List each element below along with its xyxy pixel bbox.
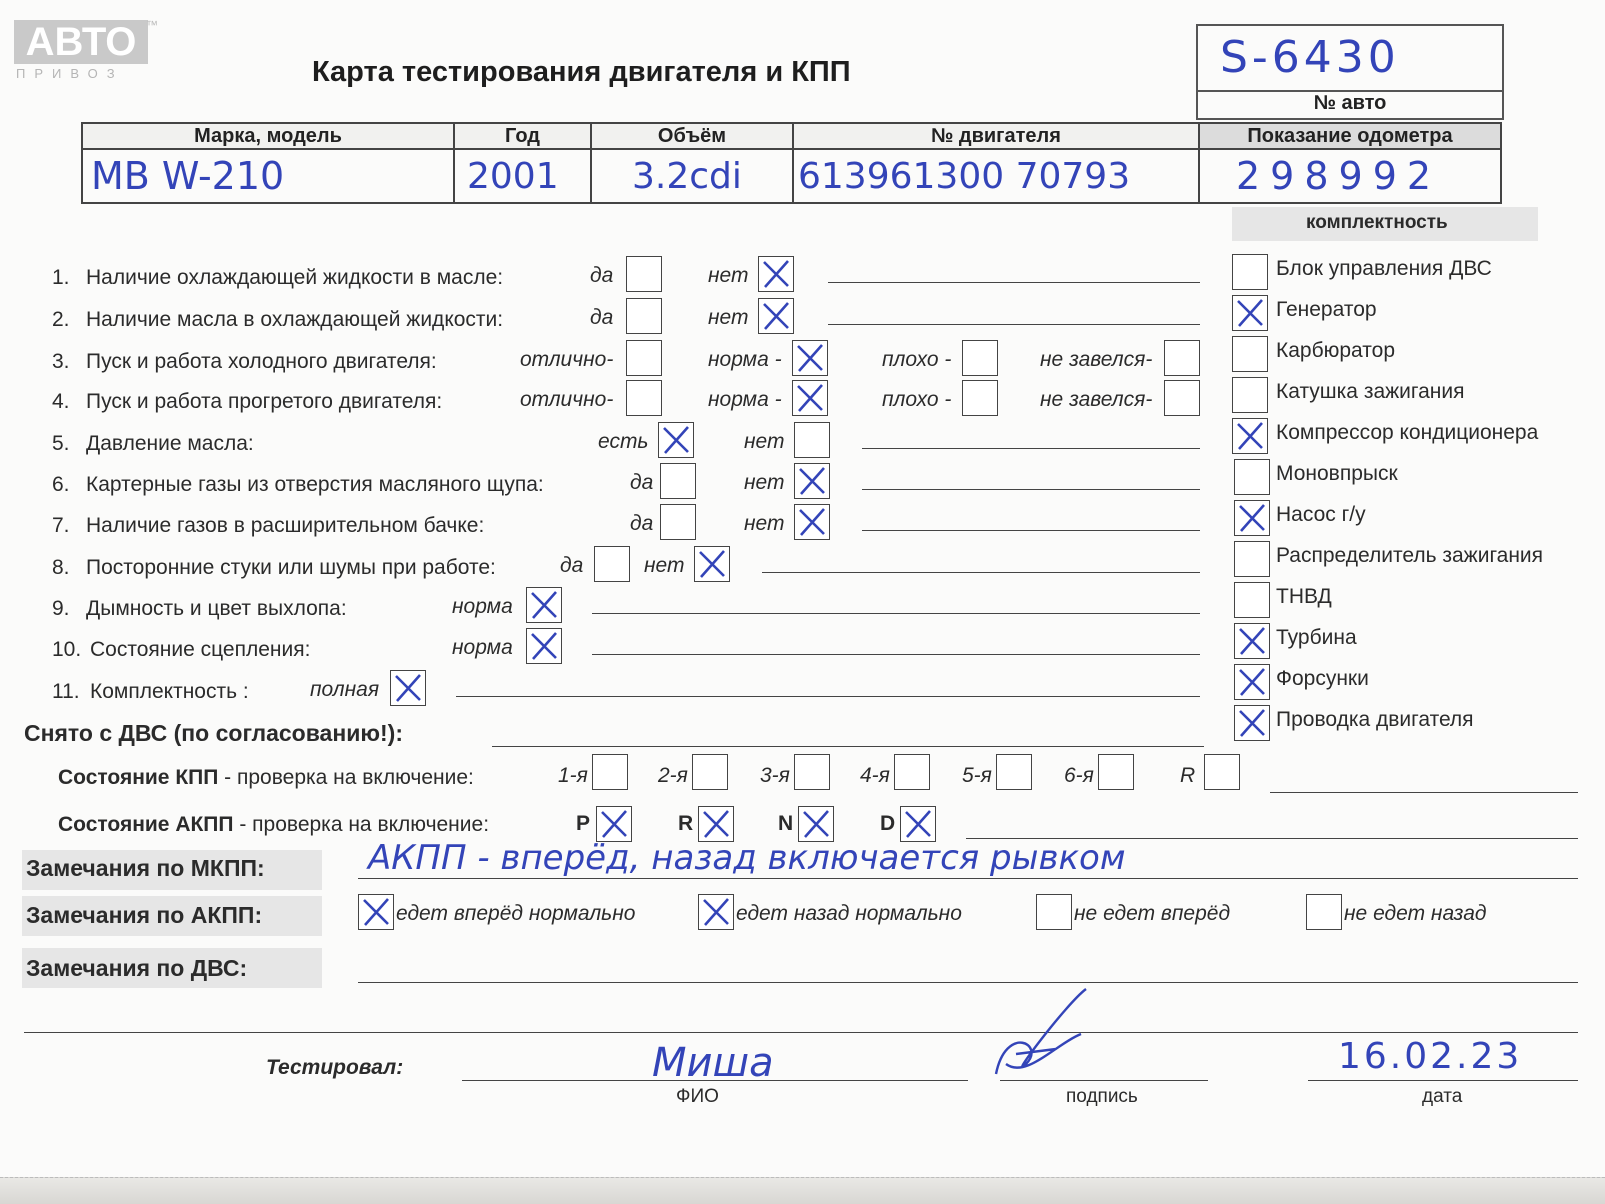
item-number-6: 6. <box>52 473 70 496</box>
kit-checkbox-2[interactable] <box>1232 295 1268 331</box>
akpp-gear-label-2: R <box>678 812 694 835</box>
checkmark-icon <box>1234 297 1266 329</box>
item-text-10: Состояние сцепления: <box>90 638 311 661</box>
item-4-checkbox-1[interactable] <box>626 380 662 416</box>
item-10-notes-line[interactable] <box>592 654 1200 655</box>
item-6-option-label-2: нет <box>744 471 785 494</box>
checkmark-icon <box>1236 502 1268 534</box>
dvs-notes-line-2[interactable] <box>24 1032 1578 1033</box>
kit-checkbox-8[interactable] <box>1234 541 1270 577</box>
year-field[interactable] <box>454 149 591 203</box>
kpp-gear-label-2: 2-я <box>658 764 688 787</box>
header-table <box>81 122 1502 204</box>
item-6-notes-line[interactable] <box>862 489 1200 490</box>
removed-label: Снято с ДВС (по согласованию!): <box>24 720 403 746</box>
caption-date: дата <box>1422 1086 1463 1107</box>
kit-checkbox-7[interactable] <box>1234 500 1270 536</box>
kpp-gear-checkbox-5[interactable] <box>996 754 1032 790</box>
item-3-option-label-3: плохо - <box>882 348 952 371</box>
kit-item-label-12: Проводка двигателя <box>1276 708 1474 731</box>
item-4-checkbox-3[interactable] <box>962 380 998 416</box>
item-number-1: 1. <box>52 266 70 289</box>
item-6-checkbox-1[interactable] <box>660 463 696 499</box>
header-col-year: Год <box>454 123 591 149</box>
item-8-option-label-1: да <box>560 554 584 577</box>
kit-checkbox-12[interactable] <box>1234 705 1270 741</box>
engine-number-field[interactable] <box>793 149 1199 203</box>
item-1-option-label-2: нет <box>708 264 749 287</box>
signature-mark <box>986 984 1096 1084</box>
page-title: Карта тестирования двигателя и КПП <box>312 56 851 88</box>
item-number-5: 5. <box>52 432 70 455</box>
kit-item-label-5: Компрессор кондиционера <box>1276 421 1539 444</box>
paper-bottom-edge <box>0 1177 1605 1204</box>
kpp-gear-label-1: 1-я <box>558 764 588 787</box>
item-number-4: 4. <box>52 390 70 413</box>
item-number-3: 3. <box>52 350 70 373</box>
item-9-option-label-1: норма <box>452 595 513 618</box>
item-1-checkbox-1[interactable] <box>626 256 662 292</box>
checkmark-icon <box>796 506 828 538</box>
checkmark-icon <box>760 258 792 290</box>
kit-checkbox-5[interactable] <box>1232 418 1268 454</box>
akpp-gear-checkbox-1[interactable] <box>596 806 632 842</box>
item-4-option-label-3: плохо - <box>882 388 952 411</box>
kit-item-label-6: Моновпрыск <box>1276 462 1398 485</box>
item-7-notes-line[interactable] <box>862 530 1200 531</box>
test-date: 16.02.23 <box>1338 1036 1523 1077</box>
odometer-field[interactable] <box>1199 149 1501 203</box>
item-5-option-label-2: нет <box>744 430 785 453</box>
kit-item-label-9: ТНВД <box>1276 585 1332 608</box>
kit-checkbox-11[interactable] <box>1234 664 1270 700</box>
checkmark-icon <box>700 896 732 928</box>
item-number-10: 10. <box>52 638 82 661</box>
item-text-1: Наличие охлаждающей жидкости в масле: <box>86 266 504 289</box>
item-3-option-label-2: норма - <box>708 348 782 371</box>
item-7-option-label-2: нет <box>744 512 785 535</box>
akpp-notes-option-3: не едет вперёд <box>1074 902 1231 925</box>
logo-subtitle: ПРИВОЗ <box>16 66 124 81</box>
kit-item-label-11: Форсунки <box>1276 667 1369 690</box>
car-number-value: S-6430 <box>1220 32 1400 83</box>
akpp-notes-checkbox-3[interactable] <box>1036 894 1072 930</box>
akpp-label: Состояние АКПП - проверка на включение: <box>58 813 490 836</box>
checkmark-icon <box>360 896 392 928</box>
checkmark-icon <box>696 548 728 580</box>
item-text-8: Посторонние стуки или шумы при работе: <box>86 556 496 579</box>
checkmark-icon <box>796 465 828 497</box>
dvs-notes-line-1[interactable] <box>358 982 1578 983</box>
checkmark-icon <box>760 300 792 332</box>
item-8-option-label-2: нет <box>644 554 685 577</box>
volume-value: 3.2cdi <box>632 155 742 197</box>
akpp-gear-label-3: N <box>778 812 794 835</box>
item-6-checkbox-2[interactable] <box>794 463 830 499</box>
kit-checkbox-6[interactable] <box>1234 459 1270 495</box>
akpp-gear-label-4: D <box>880 812 896 835</box>
kpp-gear-checkbox-4[interactable] <box>894 754 930 790</box>
kit-item-label-7: Насос г/у <box>1276 503 1366 526</box>
checkmark-icon <box>700 808 732 840</box>
checkmark-icon <box>528 630 560 662</box>
item-1-checkbox-2[interactable] <box>758 256 794 292</box>
item-7-option-label-1: да <box>630 512 654 535</box>
caption-name: ФИО <box>676 1086 719 1107</box>
item-3-checkbox-2[interactable] <box>792 340 828 376</box>
item-3-checkbox-3[interactable] <box>962 340 998 376</box>
item-5-checkbox-1[interactable] <box>658 422 694 458</box>
item-1-option-label-1: да <box>590 264 614 287</box>
kit-item-label-8: Распределитель зажигания <box>1276 544 1544 567</box>
mkpp-notes-line[interactable] <box>358 878 1578 879</box>
checkmark-icon <box>800 808 832 840</box>
header-col-model: Марка, модель <box>82 123 454 149</box>
item-2-option-label-2: нет <box>708 306 749 329</box>
item-5-notes-line[interactable] <box>862 448 1200 449</box>
item-2-notes-line[interactable] <box>828 324 1200 325</box>
akpp-gear-checkbox-2[interactable] <box>698 806 734 842</box>
checkmark-icon <box>1236 625 1268 657</box>
item-9-checkbox-1[interactable] <box>526 587 562 623</box>
kit-title: комплектность <box>1306 212 1448 233</box>
kpp-gear-label-7: R <box>1180 764 1196 787</box>
year-value: 2001 <box>467 155 559 197</box>
item-number-2: 2. <box>52 308 70 331</box>
kpp-gear-checkbox-7[interactable] <box>1204 754 1240 790</box>
akpp-notes-checkbox-2[interactable] <box>698 894 734 930</box>
kpp-gear-label-6: 6-я <box>1064 764 1094 787</box>
item-8-checkbox-2[interactable] <box>694 546 730 582</box>
header-col-volume: Объём <box>591 123 793 149</box>
logo-trademark: ™ <box>146 18 158 32</box>
item-11-option-label-1: полная <box>310 678 380 701</box>
akpp-notes-label: Замечания по АКПП: <box>26 902 263 928</box>
checkmark-icon <box>1234 420 1266 452</box>
kit-item-label-10: Турбина <box>1276 626 1357 649</box>
checkmark-icon <box>794 382 826 414</box>
kit-checkbox-4[interactable] <box>1232 377 1268 413</box>
model-field[interactable] <box>82 149 454 203</box>
kit-checkbox-9[interactable] <box>1234 582 1270 618</box>
kpp-gear-checkbox-6[interactable] <box>1098 754 1134 790</box>
item-8-checkbox-1[interactable] <box>594 546 630 582</box>
item-text-11: Комплектность : <box>90 680 249 703</box>
item-5-option-label-1: есть <box>598 430 649 453</box>
mkpp-notes-value: АКПП - вперёд, назад включается рывком <box>368 838 1126 878</box>
akpp-notes-checkbox-1[interactable] <box>358 894 394 930</box>
kit-checkbox-3[interactable] <box>1232 336 1268 372</box>
akpp-notes-option-4: не едет назад <box>1344 902 1487 925</box>
item-7-checkbox-1[interactable] <box>660 504 696 540</box>
item-3-option-label-1: отлично- <box>520 348 614 371</box>
akpp-notes-checkbox-4[interactable] <box>1306 894 1342 930</box>
item-text-9: Дымность и цвет выхлопа: <box>86 597 347 620</box>
item-text-3: Пуск и работа холодного двигателя: <box>86 350 437 373</box>
odometer-value: 298992 <box>1236 154 1442 198</box>
tester-name: Миша <box>652 1040 774 1086</box>
item-5-checkbox-2[interactable] <box>794 422 830 458</box>
kit-item-label-3: Карбюратор <box>1276 339 1396 362</box>
header-col-engine: № двигателя <box>793 123 1199 149</box>
item-9-notes-line[interactable] <box>592 613 1200 614</box>
akpp-notes-option-1: едет вперёд нормально <box>396 902 636 925</box>
item-7-checkbox-2[interactable] <box>794 504 830 540</box>
item-10-option-label-1: норма <box>452 636 513 659</box>
checkmark-icon <box>392 672 424 704</box>
item-text-2: Наличие масла в охлаждающей жидкости: <box>86 308 504 331</box>
car-number-label: № авто <box>1196 88 1504 120</box>
akpp-gear-checkbox-3[interactable] <box>798 806 834 842</box>
item-11-notes-line[interactable] <box>456 696 1200 697</box>
caption-signature: подпись <box>1066 1086 1138 1107</box>
item-3-option-label-4: не завелся- <box>1040 348 1153 371</box>
akpp-notes-option-2: едет назад нормально <box>736 902 962 925</box>
checkmark-icon <box>660 424 692 456</box>
checkmark-icon <box>794 342 826 374</box>
model-value: MB W-210 <box>91 154 285 198</box>
checkmark-icon <box>1236 707 1268 739</box>
car-number-box[interactable] <box>1196 24 1504 92</box>
header-col-odometer: Показание одометра <box>1199 123 1501 149</box>
mkpp-notes-label: Замечания по МКПП: <box>26 855 265 881</box>
item-number-11: 11. <box>52 680 80 703</box>
checkmark-icon <box>1236 666 1268 698</box>
removed-line[interactable] <box>492 746 1204 747</box>
kit-item-label-4: Катушка зажигания <box>1276 380 1465 403</box>
kpp-gear-checkbox-3[interactable] <box>794 754 830 790</box>
kpp-line[interactable] <box>1270 792 1578 793</box>
item-11-checkbox-1[interactable] <box>390 670 426 706</box>
volume-field[interactable] <box>591 149 793 203</box>
checkmark-icon <box>902 808 934 840</box>
kpp-gear-label-4: 4-я <box>860 764 890 787</box>
item-4-checkbox-2[interactable] <box>792 380 828 416</box>
akpp-gear-label-1: P <box>576 812 591 835</box>
checkmark-icon <box>528 589 560 621</box>
kpp-gear-label-5: 5-я <box>962 764 992 787</box>
kit-item-label-2: Генератор <box>1276 298 1377 321</box>
item-2-checkbox-2[interactable] <box>758 298 794 334</box>
checkmark-icon <box>598 808 630 840</box>
item-2-option-label-1: да <box>590 306 614 329</box>
akpp-gear-checkbox-4[interactable] <box>900 806 936 842</box>
item-number-8: 8. <box>52 556 70 579</box>
logo: АВТО <box>14 20 148 64</box>
item-number-9: 9. <box>52 597 70 620</box>
date-line[interactable] <box>1308 1080 1578 1081</box>
kit-checkbox-1[interactable] <box>1232 254 1268 290</box>
item-3-checkbox-1[interactable] <box>626 340 662 376</box>
engine-number-value: 613961300 70793 <box>798 155 1131 197</box>
item-text-4: Пуск и работа прогретого двигателя: <box>86 390 443 413</box>
kpp-gear-checkbox-1[interactable] <box>592 754 628 790</box>
item-text-7: Наличие газов в расширительном бачке: <box>86 514 485 537</box>
item-2-checkbox-1[interactable] <box>626 298 662 334</box>
item-text-6: Картерные газы из отверстия масляного щупа: <box>86 473 544 496</box>
dvs-notes-label: Замечания по ДВС: <box>26 955 248 981</box>
item-8-notes-line[interactable] <box>762 572 1200 573</box>
item-3-checkbox-4[interactable] <box>1164 340 1200 376</box>
item-4-option-label-2: норма - <box>708 388 782 411</box>
item-4-option-label-4: не завелся- <box>1040 388 1153 411</box>
item-6-option-label-1: да <box>630 471 654 494</box>
kpp-gear-label-3: 3-я <box>760 764 790 787</box>
tested-label: Тестировал: <box>266 1056 404 1079</box>
item-1-notes-line[interactable] <box>828 282 1200 283</box>
item-4-option-label-1: отлично- <box>520 388 614 411</box>
kpp-gear-checkbox-2[interactable] <box>692 754 728 790</box>
kpp-label: Состояние КПП - проверка на включение: <box>58 766 474 789</box>
item-text-5: Давление масла: <box>86 432 254 455</box>
item-4-checkbox-4[interactable] <box>1164 380 1200 416</box>
item-number-7: 7. <box>52 514 70 537</box>
kit-item-label-1: Блок управления ДВС <box>1276 257 1492 280</box>
kit-checkbox-10[interactable] <box>1234 623 1270 659</box>
item-10-checkbox-1[interactable] <box>526 628 562 664</box>
